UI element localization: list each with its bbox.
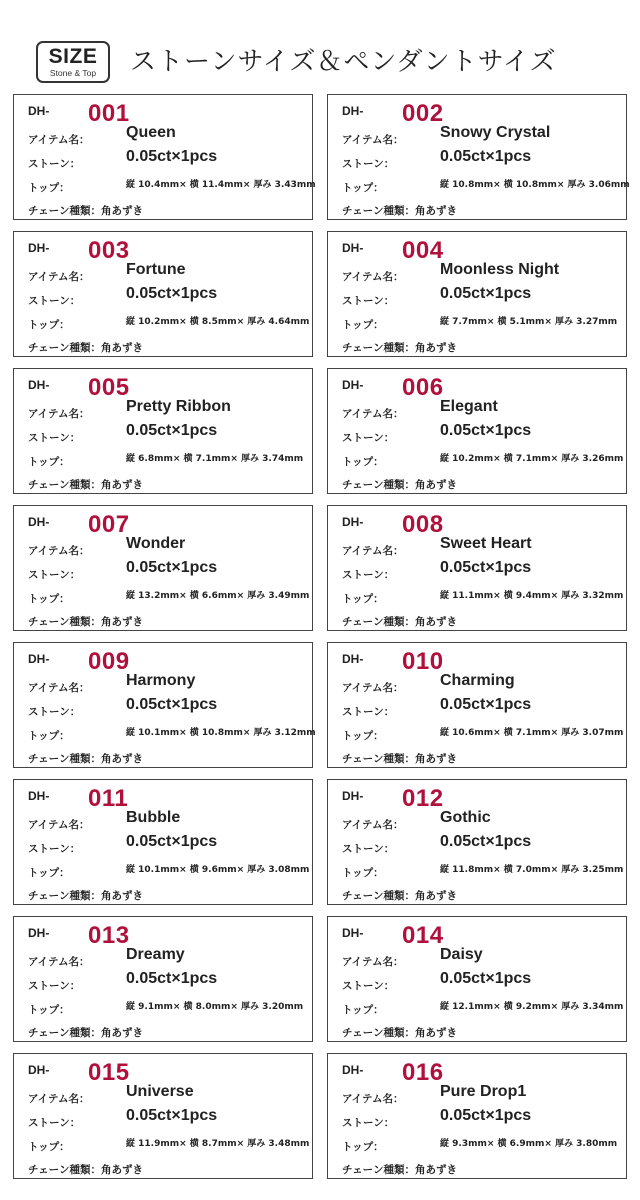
stone-value: 0.05ct×1pcs bbox=[126, 1107, 218, 1124]
top-size-value: 縦 11.9mm× 横 8.7mm× 厚み 3.48mm bbox=[126, 1139, 310, 1149]
stone-value: 0.05ct×1pcs bbox=[440, 970, 532, 987]
product-card bbox=[13, 642, 316, 768]
stone-row bbox=[28, 970, 218, 993]
stone-label: ストーン： bbox=[342, 432, 395, 444]
chain-type-row bbox=[342, 884, 457, 903]
product-card bbox=[13, 505, 313, 631]
item-name-row bbox=[28, 1083, 194, 1106]
top-size-row bbox=[28, 176, 316, 195]
stone-value: 0.05ct×1pcs bbox=[440, 833, 532, 850]
top-size-label: トップ： bbox=[342, 319, 384, 331]
product-card bbox=[13, 916, 313, 1042]
item-code bbox=[342, 1059, 444, 1086]
size-badge-subtitle: Stone & Top bbox=[49, 68, 97, 78]
stone-value: 0.05ct×1pcs bbox=[440, 148, 532, 165]
item-name-value: Snowy Crystal bbox=[440, 124, 551, 141]
item-number: 003 bbox=[88, 237, 130, 264]
top-size-row bbox=[342, 724, 624, 743]
top-size-row bbox=[342, 450, 624, 469]
item-name-value: Moonless Night bbox=[440, 261, 560, 278]
top-size-label: トップ： bbox=[342, 867, 384, 879]
top-size-row bbox=[28, 587, 310, 606]
item-name-value: Charming bbox=[440, 672, 515, 689]
item-code-prefix: DH- bbox=[342, 378, 364, 392]
stone-value: 0.05ct×1pcs bbox=[126, 285, 218, 302]
stone-row bbox=[342, 285, 532, 308]
chain-type-row bbox=[342, 199, 457, 218]
chain-type-row bbox=[28, 1021, 143, 1040]
item-code bbox=[28, 922, 130, 949]
top-size-label: トップ： bbox=[342, 593, 384, 605]
product-card bbox=[13, 368, 313, 494]
product-card bbox=[13, 779, 313, 905]
chain-type-row bbox=[342, 610, 457, 629]
item-name-value: Dreamy bbox=[126, 946, 185, 963]
item-number: 005 bbox=[88, 374, 130, 401]
item-name-label: アイテム名： bbox=[28, 819, 90, 831]
stone-value: 0.05ct×1pcs bbox=[126, 422, 218, 439]
stone-label: ストーン： bbox=[28, 569, 81, 581]
stone-row bbox=[342, 833, 532, 856]
item-name-label: アイテム名： bbox=[342, 134, 404, 146]
stone-label: ストーン： bbox=[28, 1117, 81, 1129]
item-name-value: Pure Drop1 bbox=[440, 1083, 527, 1100]
item-number: 013 bbox=[88, 922, 130, 949]
item-code-prefix: DH- bbox=[28, 104, 50, 118]
item-name-row bbox=[342, 124, 551, 147]
chain-type-text: チェーン種類：角あずき bbox=[28, 479, 143, 491]
item-code-prefix: DH- bbox=[28, 926, 50, 940]
chain-type-row bbox=[342, 1021, 457, 1040]
top-size-value: 縦 10.1mm× 横 10.8mm× 厚み 3.12mm bbox=[126, 728, 316, 738]
item-code bbox=[342, 100, 444, 127]
item-code bbox=[342, 922, 444, 949]
chain-type-row bbox=[342, 747, 457, 766]
top-size-value: 縦 10.8mm× 横 10.8mm× 厚み 3.06mm bbox=[440, 180, 630, 190]
item-name-row bbox=[342, 946, 483, 969]
item-code-prefix: DH- bbox=[28, 789, 50, 803]
item-name-label: アイテム名： bbox=[28, 408, 90, 420]
item-name-label: アイテム名： bbox=[342, 1093, 404, 1105]
stone-row bbox=[28, 696, 218, 719]
top-size-row bbox=[28, 313, 310, 332]
item-name-label: アイテム名： bbox=[28, 271, 90, 283]
chain-type-row bbox=[342, 1158, 457, 1177]
top-size-row bbox=[342, 861, 624, 880]
stone-label: ストーン： bbox=[342, 980, 395, 992]
stone-value: 0.05ct×1pcs bbox=[440, 559, 532, 576]
stone-label: ストーン： bbox=[28, 295, 81, 307]
item-name-value: Elegant bbox=[440, 398, 498, 415]
stone-label: ストーン： bbox=[28, 706, 81, 718]
item-name-row bbox=[342, 672, 515, 695]
top-size-value: 縦 9.3mm× 横 6.9mm× 厚み 3.80mm bbox=[440, 1139, 618, 1149]
product-card bbox=[327, 916, 627, 1042]
item-name-label: アイテム名： bbox=[28, 682, 90, 694]
stone-value: 0.05ct×1pcs bbox=[440, 696, 532, 713]
item-name-value: Gothic bbox=[440, 809, 491, 826]
stone-row bbox=[28, 422, 218, 445]
top-size-row bbox=[28, 450, 304, 469]
top-size-value: 縦 10.6mm× 横 7.1mm× 厚み 3.07mm bbox=[440, 728, 624, 738]
stone-label: ストーン： bbox=[342, 843, 395, 855]
top-size-label: トップ： bbox=[28, 867, 70, 879]
product-card bbox=[327, 779, 627, 905]
top-size-value: 縦 10.2mm× 横 7.1mm× 厚み 3.26mm bbox=[440, 454, 624, 464]
top-size-label: トップ： bbox=[342, 1004, 384, 1016]
item-name-label: アイテム名： bbox=[28, 545, 90, 557]
stone-label: ストーン： bbox=[342, 158, 395, 170]
item-number: 012 bbox=[402, 785, 444, 812]
chain-type-row bbox=[28, 473, 143, 492]
item-name-value: Harmony bbox=[126, 672, 196, 689]
top-size-value: 縦 6.8mm× 横 7.1mm× 厚み 3.74mm bbox=[126, 454, 304, 464]
item-code bbox=[28, 511, 130, 538]
item-code bbox=[342, 237, 444, 264]
top-size-label: トップ： bbox=[28, 593, 70, 605]
stone-row bbox=[342, 422, 532, 445]
item-name-label: アイテム名： bbox=[342, 819, 404, 831]
item-name-row bbox=[342, 1083, 527, 1106]
product-card bbox=[327, 368, 627, 494]
item-number: 008 bbox=[402, 511, 444, 538]
chain-type-text: チェーン種類：角あずき bbox=[28, 753, 143, 765]
item-number: 011 bbox=[88, 785, 129, 812]
item-number: 010 bbox=[402, 648, 444, 675]
item-number: 009 bbox=[88, 648, 130, 675]
item-name-row bbox=[28, 946, 185, 969]
stone-label: ストーン： bbox=[342, 569, 395, 581]
item-number: 007 bbox=[88, 511, 130, 538]
product-card bbox=[327, 231, 627, 357]
item-code bbox=[28, 648, 130, 675]
top-size-row bbox=[28, 724, 316, 743]
stone-value: 0.05ct×1pcs bbox=[126, 833, 218, 850]
stone-label: ストーン： bbox=[28, 843, 81, 855]
item-code bbox=[28, 237, 130, 264]
top-size-label: トップ： bbox=[342, 730, 384, 742]
item-name-value: Wonder bbox=[126, 535, 186, 552]
stone-row bbox=[342, 148, 532, 171]
chain-type-row bbox=[28, 747, 143, 766]
item-number: 002 bbox=[402, 100, 444, 127]
item-code bbox=[28, 785, 129, 812]
chain-type-text: チェーン種類：角あずき bbox=[28, 205, 143, 217]
item-code bbox=[28, 374, 130, 401]
stone-label: ストーン： bbox=[342, 706, 395, 718]
item-code-prefix: DH- bbox=[342, 926, 364, 940]
item-code-prefix: DH- bbox=[342, 104, 364, 118]
item-number: 001 bbox=[88, 100, 130, 127]
top-size-value: 縦 10.1mm× 横 9.6mm× 厚み 3.08mm bbox=[126, 865, 310, 875]
product-card bbox=[13, 94, 316, 220]
chain-type-text: チェーン種類：角あずき bbox=[28, 342, 143, 354]
item-name-row bbox=[342, 809, 491, 832]
chain-type-text: チェーン種類：角あずき bbox=[342, 890, 457, 902]
top-size-label: トップ： bbox=[28, 456, 70, 468]
stone-label: ストーン： bbox=[28, 432, 81, 444]
top-size-value: 縦 10.2mm× 横 8.5mm× 厚み 4.64mm bbox=[126, 317, 310, 327]
top-size-row bbox=[342, 587, 624, 606]
stone-value: 0.05ct×1pcs bbox=[440, 422, 532, 439]
item-name-row bbox=[342, 535, 532, 558]
top-size-value: 縦 7.7mm× 横 5.1mm× 厚み 3.27mm bbox=[440, 317, 618, 327]
chain-type-text: チェーン種類：角あずき bbox=[28, 1164, 143, 1176]
item-code-prefix: DH- bbox=[342, 652, 364, 666]
stone-row bbox=[342, 696, 532, 719]
top-size-value: 縦 11.8mm× 横 7.0mm× 厚み 3.25mm bbox=[440, 865, 624, 875]
item-code bbox=[342, 785, 444, 812]
top-size-row bbox=[342, 313, 618, 332]
item-name-row bbox=[28, 124, 176, 147]
stone-row bbox=[28, 833, 218, 856]
item-code-prefix: DH- bbox=[28, 378, 50, 392]
item-name-row bbox=[28, 809, 181, 832]
item-code-prefix: DH- bbox=[28, 241, 50, 255]
top-size-row bbox=[28, 998, 304, 1017]
chain-type-text: チェーン種類：角あずき bbox=[28, 890, 143, 902]
chain-type-text: チェーン種類：角あずき bbox=[342, 205, 457, 217]
chain-type-row bbox=[28, 884, 143, 903]
stone-value: 0.05ct×1pcs bbox=[126, 970, 218, 987]
item-code bbox=[28, 100, 130, 127]
chain-type-row bbox=[28, 199, 143, 218]
top-size-value: 縦 10.4mm× 横 11.4mm× 厚み 3.43mm bbox=[126, 180, 316, 190]
top-size-row bbox=[28, 1135, 310, 1154]
size-badge-title: SIZE bbox=[48, 45, 98, 68]
item-code bbox=[28, 1059, 130, 1086]
chain-type-text: チェーン種類：角あずき bbox=[342, 479, 457, 491]
stone-value: 0.05ct×1pcs bbox=[126, 148, 218, 165]
item-name-value: Universe bbox=[126, 1083, 194, 1100]
stone-row bbox=[28, 285, 218, 308]
top-size-row bbox=[342, 998, 624, 1017]
item-name-row bbox=[28, 398, 231, 421]
chain-type-text: チェーン種類：角あずき bbox=[342, 1027, 457, 1039]
top-size-row bbox=[28, 861, 310, 880]
chain-type-text: チェーン種類：角あずき bbox=[28, 1027, 143, 1039]
top-size-label: トップ： bbox=[342, 1141, 384, 1153]
chain-type-row bbox=[342, 473, 457, 492]
top-size-label: トップ： bbox=[342, 456, 384, 468]
chain-type-text: チェーン種類：角あずき bbox=[342, 753, 457, 765]
item-code bbox=[342, 511, 444, 538]
item-code bbox=[342, 374, 444, 401]
item-name-value: Sweet Heart bbox=[440, 535, 532, 552]
item-name-label: アイテム名： bbox=[342, 682, 404, 694]
chain-type-text: チェーン種類：角あずき bbox=[342, 1164, 457, 1176]
stone-label: ストーン： bbox=[342, 295, 395, 307]
product-card bbox=[13, 231, 313, 357]
top-size-label: トップ： bbox=[342, 182, 384, 194]
product-card bbox=[327, 642, 627, 768]
chain-type-text: チェーン種類：角あずき bbox=[342, 342, 457, 354]
item-name-value: Queen bbox=[126, 124, 176, 141]
item-code-prefix: DH- bbox=[342, 789, 364, 803]
item-name-value: Daisy bbox=[440, 946, 483, 963]
item-code-prefix: DH- bbox=[28, 652, 50, 666]
top-size-label: トップ： bbox=[28, 182, 70, 194]
stone-row bbox=[28, 148, 218, 171]
stone-label: ストーン： bbox=[342, 1117, 395, 1129]
item-name-value: Bubble bbox=[126, 809, 181, 826]
top-size-label: トップ： bbox=[28, 1141, 70, 1153]
item-name-label: アイテム名： bbox=[342, 545, 404, 557]
item-name-row bbox=[28, 672, 196, 695]
top-size-label: トップ： bbox=[28, 730, 70, 742]
item-name-value: Pretty Ribbon bbox=[126, 398, 231, 415]
item-number: 016 bbox=[402, 1059, 444, 1086]
item-number: 006 bbox=[402, 374, 444, 401]
item-number: 014 bbox=[402, 922, 444, 949]
item-name-value: Fortune bbox=[126, 261, 186, 278]
item-code-prefix: DH- bbox=[342, 515, 364, 529]
product-card bbox=[13, 1053, 313, 1179]
item-name-row bbox=[342, 261, 560, 284]
item-name-row bbox=[28, 535, 186, 558]
item-code bbox=[342, 648, 444, 675]
item-name-row bbox=[28, 261, 186, 284]
stone-value: 0.05ct×1pcs bbox=[440, 1107, 532, 1124]
stone-row bbox=[28, 559, 218, 582]
chain-type-row bbox=[28, 610, 143, 629]
chain-type-text: チェーン種類：角あずき bbox=[28, 616, 143, 628]
chain-type-row bbox=[28, 336, 143, 355]
top-size-row bbox=[342, 176, 630, 195]
stone-row bbox=[342, 559, 532, 582]
item-name-label: アイテム名： bbox=[28, 134, 90, 146]
chain-type-text: チェーン種類：角あずき bbox=[342, 616, 457, 628]
top-size-value: 縦 9.1mm× 横 8.0mm× 厚み 3.20mm bbox=[126, 1002, 304, 1012]
item-name-label: アイテム名： bbox=[342, 956, 404, 968]
top-size-value: 縦 13.2mm× 横 6.6mm× 厚み 3.49mm bbox=[126, 591, 310, 601]
product-card bbox=[327, 94, 630, 220]
stone-row bbox=[28, 1107, 218, 1130]
chain-type-row bbox=[342, 336, 457, 355]
item-number: 015 bbox=[88, 1059, 130, 1086]
stone-row bbox=[342, 970, 532, 993]
product-card bbox=[327, 1053, 627, 1179]
item-name-label: アイテム名： bbox=[28, 956, 90, 968]
item-name-label: アイテム名： bbox=[28, 1093, 90, 1105]
top-size-value: 縦 12.1mm× 横 9.2mm× 厚み 3.34mm bbox=[440, 1002, 624, 1012]
item-code-prefix: DH- bbox=[342, 1063, 364, 1077]
item-code-prefix: DH- bbox=[342, 241, 364, 255]
top-size-label: トップ： bbox=[28, 1004, 70, 1016]
item-code-prefix: DH- bbox=[28, 1063, 50, 1077]
item-name-label: アイテム名： bbox=[342, 408, 404, 420]
stone-label: ストーン： bbox=[28, 158, 81, 170]
item-number: 004 bbox=[402, 237, 444, 264]
stone-value: 0.05ct×1pcs bbox=[126, 559, 218, 576]
stone-value: 0.05ct×1pcs bbox=[440, 285, 532, 302]
stone-row bbox=[342, 1107, 532, 1130]
chain-type-row bbox=[28, 1158, 143, 1177]
item-code-prefix: DH- bbox=[28, 515, 50, 529]
item-name-label: アイテム名： bbox=[342, 271, 404, 283]
stone-value: 0.05ct×1pcs bbox=[126, 696, 218, 713]
item-name-row bbox=[342, 398, 498, 421]
top-size-row bbox=[342, 1135, 618, 1154]
product-card bbox=[327, 505, 627, 631]
top-size-value: 縦 11.1mm× 横 9.4mm× 厚み 3.32mm bbox=[440, 591, 624, 601]
page-title: ストーンサイズ＆ペンダントサイズ bbox=[130, 47, 557, 77]
stone-label: ストーン： bbox=[28, 980, 81, 992]
top-size-label: トップ： bbox=[28, 319, 70, 331]
